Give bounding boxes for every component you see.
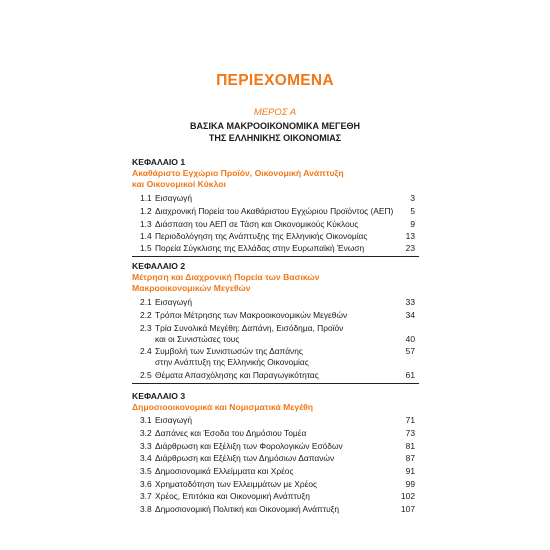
entry-page: 40 xyxy=(405,334,415,344)
entry-title: Τρία Συνολικά Μεγέθη: Δαπάνη, Εισόδημα, Προϊόν xyxy=(155,323,344,333)
entry-number: 3.2 xyxy=(140,428,152,438)
entry-number: 2.5 xyxy=(140,370,152,380)
entry-number: 2.4 xyxy=(140,346,152,356)
entry-number: 3.4 xyxy=(140,453,152,463)
entry-title: Περιοδολόγηση της Ανάπτυξης της Ελληνικής Οικονομίας xyxy=(155,231,368,241)
entry-title: Συμβολή των Συνιστωσών της Δαπάνης xyxy=(155,346,303,356)
entry-page: 57 xyxy=(405,346,415,356)
entry-number: 1.2 xyxy=(140,206,152,216)
chapter-3-heading: ΚΕΦΑΛΑΙΟ 3 xyxy=(132,391,186,401)
entry-page: 33 xyxy=(405,297,415,307)
entry-number: 3.8 xyxy=(140,504,152,514)
entry-number: 1.3 xyxy=(140,219,152,229)
entry-title: Χρέος, Επιτόκια και Οικονομική Ανάπτυξη xyxy=(155,491,310,501)
entry-number: 3.3 xyxy=(140,441,152,451)
entry-title: Διάρθρωση και Εξέλιξη των Φορολογικών Εσόδων xyxy=(155,441,343,451)
chapter-1-divider xyxy=(132,256,419,257)
entry-page: 91 xyxy=(405,466,415,476)
entry-page: 61 xyxy=(405,370,415,380)
chapter-1-subtitle-line1: Ακαθάριστο Εγχώριο Προϊόν, Οικονομική Ανάπτυξη xyxy=(132,168,344,178)
entry-number: 3.5 xyxy=(140,466,152,476)
chapter-2-divider xyxy=(132,383,419,384)
entry-number: 3.6 xyxy=(140,479,152,489)
entry-number: 1.1 xyxy=(140,193,152,203)
entry-page: 73 xyxy=(405,428,415,438)
entry-title-continued: στην Ανάπτυξη της Ελληνικής Οικονομίας xyxy=(155,357,309,367)
entry-title: Εισαγωγή xyxy=(155,415,193,425)
entry-title-continued: και οι Συνιστώσες τους xyxy=(155,334,240,344)
part-label: ΜΕΡΟΣ Α xyxy=(253,107,297,118)
entry-page: 13 xyxy=(405,231,415,241)
entry-page: 107 xyxy=(401,504,415,514)
entry-number: 1.5 xyxy=(140,243,152,253)
page-title: ΠΕΡΙΕΧΟΜΕΝΑ xyxy=(216,72,334,89)
entry-title: Δαπάνες και Έσοδα του Δημόσιου Τομέα xyxy=(155,428,307,438)
entry-title: Εισαγωγή xyxy=(155,297,193,307)
entry-number: 3.7 xyxy=(140,491,152,501)
part-subtitle-line2: ΤΗΣ ΕΛΛΗΝΙΚΗΣ ΟΙΚΟΝΟΜΙΑΣ xyxy=(208,133,342,143)
entry-number: 1.4 xyxy=(140,231,152,241)
entry-page: 9 xyxy=(410,219,415,229)
entry-title: Δημοσιονομική Πολιτική και Οικονομική Ανάπτυξη xyxy=(155,504,340,514)
entry-number: 2.1 xyxy=(140,297,152,307)
part-subtitle-line1: ΒΑΣΙΚΑ ΜΑΚΡΟΟΙΚΟΝΟΜΙΚΑ ΜΕΓΕΘΗ xyxy=(190,121,360,131)
entry-number: 3.1 xyxy=(140,415,152,425)
entry-title: Τρόποι Μέτρησης των Μακροοικονομικών Μεγεθών xyxy=(155,310,348,320)
entry-page: 81 xyxy=(405,441,415,451)
entry-title: Διάρθρωση και Εξέλιξη των Δημόσιων Δαπανών xyxy=(155,453,335,463)
chapter-3-subtitle-line1: Δημοσιοοικονομικά και Νομισματικά Μεγέθη xyxy=(132,402,313,412)
entry-page: 71 xyxy=(405,415,415,425)
entry-title: Διαχρονική Πορεία του Ακαθάριστου Εγχώριου Προϊόντος (ΑΕΠ) xyxy=(155,206,394,216)
entry-title: Χρηματοδότηση των Ελλειμμάτων με Χρέος xyxy=(155,479,318,489)
entry-page: 87 xyxy=(405,453,415,463)
entry-page: 34 xyxy=(405,310,415,320)
entry-page: 99 xyxy=(405,479,415,489)
entry-number: 2.2 xyxy=(140,310,152,320)
entry-page: 3 xyxy=(410,193,415,203)
chapter-2-heading: ΚΕΦΑΛΑΙΟ 2 xyxy=(132,261,186,271)
chapter-2-subtitle-line1: Μέτρηση και Διαχρονική Πορεία των Βασικών xyxy=(132,272,320,282)
chapter-2-subtitle-line2: Μακροοικονομικών Μεγεθών xyxy=(132,283,251,293)
entry-title: Θέματα Απασχόλησης και Παραγωγικότητας xyxy=(155,370,319,380)
entry-title: Πορεία Σύγκλισης της Ελλάδας στην Ευρωπαϊκή Ένωση xyxy=(155,243,365,253)
entry-page: 23 xyxy=(405,243,415,253)
entry-page: 5 xyxy=(410,206,415,216)
entry-title: Διάσπαση του ΑΕΠ σε Τάση και Οικονομικούς Κύκλους xyxy=(155,219,359,229)
entry-title: Δημοσιονομικά Ελλείμματα και Χρέος xyxy=(155,466,294,476)
chapter-1-subtitle-line2: και Οικονομικοί Κύκλοι xyxy=(132,179,226,189)
entry-number: 2.3 xyxy=(140,323,152,333)
entry-page: 102 xyxy=(401,491,415,501)
chapter-1-heading: ΚΕΦΑΛΑΙΟ 1 xyxy=(132,157,186,167)
entry-title: Εισαγωγή xyxy=(155,193,193,203)
